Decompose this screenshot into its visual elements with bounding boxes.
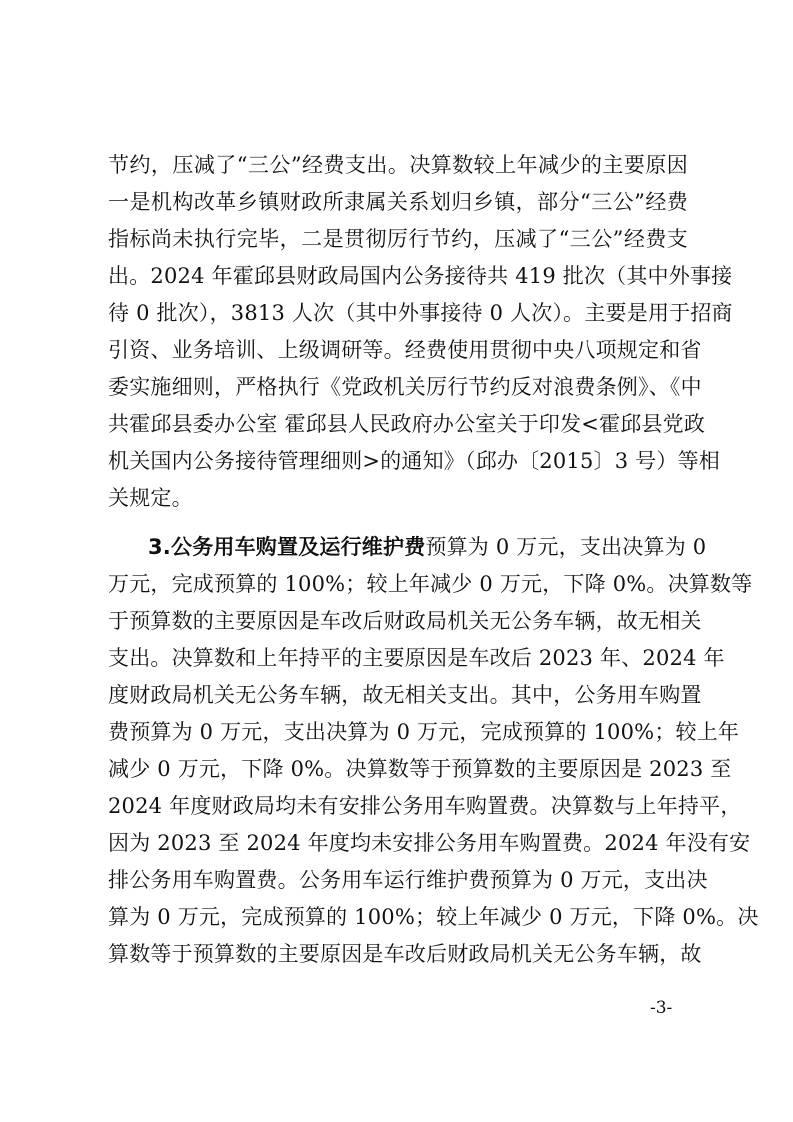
paragraph2-line-7: 减少 0 万元，下降 0%。决算数等于预算数的主要原因是 2023 至 — [108, 757, 732, 781]
paragraph2-line-3: 于预算数的主要原因是车改后财政局机关无公务车辆，故无相关 — [108, 609, 702, 633]
paragraph2-line-11: 算为 0 万元，完成预算的 100%；较上年减少 0 万元，下降 0%。决 — [108, 905, 759, 929]
paragraph1-line-9: 机关国内公务接待管理细则>的通知》（邱办〔2015〕3 号）等相 — [108, 449, 720, 473]
paragraph1-line-5: 待 0 批次），3813 人次（其中外事接待 0 人次）。主要是用于招商 — [108, 301, 733, 325]
paragraph1-line-6: 引资、业务培训、上级调研等。经费使用贯彻中央八项规定和省 — [108, 338, 702, 362]
paragraph2-line-5: 度财政局机关无公务车辆，故无相关支出。其中，公务用车购置 — [108, 683, 702, 707]
paragraph2-line-10: 排公务用车购置费。公务用车运行维护费预算为 0 万元，支出决 — [108, 868, 708, 892]
paragraph1-line-7: 委实施细则，严格执行《党政机关厉行节约反对浪费条例》、《中 — [108, 375, 702, 399]
section-heading: 3.公务用车购置及运行维护费 — [148, 535, 426, 559]
paragraph1-line-10: 关规定。 — [108, 486, 193, 510]
paragraph1-line-1: 节约，压减了“三公”经费支出。决算数较上年减少的主要原因 — [108, 153, 688, 177]
paragraph1-line-3: 指标尚未执行完毕，二是贯彻厉行节约，压减了“三公”经费支 — [108, 227, 688, 251]
paragraph2-line-9: 因为 2023 至 2024 年度均未安排公务用车购置费。2024 年没有安 — [108, 831, 751, 855]
paragraph2-line-4: 支出。决算数和上年持平的主要原因是车改后 2023 年、2024 年 — [108, 646, 725, 670]
paragraph2-line-12: 算数等于预算数的主要原因是车改后财政局机关无公务车辆，故 — [108, 942, 702, 966]
page-number: -3- — [650, 998, 673, 1018]
paragraph2-line-6: 费预算为 0 万元，支出决算为 0 万元，完成预算的 100%；较上年 — [108, 720, 740, 744]
paragraph2-first-line — [148, 529, 707, 565]
paragraph1-line-2: 一是机构改革乡镇财政所隶属关系划归乡镇，部分“三公”经费 — [108, 190, 688, 214]
paragraph2-line-8: 2024 年度财政局均未有安排公务用车购置费。决算数与上年持平， — [108, 794, 742, 818]
paragraph2-first-line-text: 预算为 0 万元，支出决算为 0 — [425, 535, 707, 559]
paragraph1-line-4: 出。2024 年霍邱县财政局国内公务接待共 419 批次（其中外事接 — [108, 264, 733, 288]
paragraph2-line-2: 万元，完成预算的 100%；较上年减少 0 万元，下降 0%。决算数等 — [108, 572, 753, 596]
paragraph1-line-8: 共霍邱县委办公室 霍邱县人民政府办公室关于印发<霍邱县党政 — [108, 412, 706, 436]
